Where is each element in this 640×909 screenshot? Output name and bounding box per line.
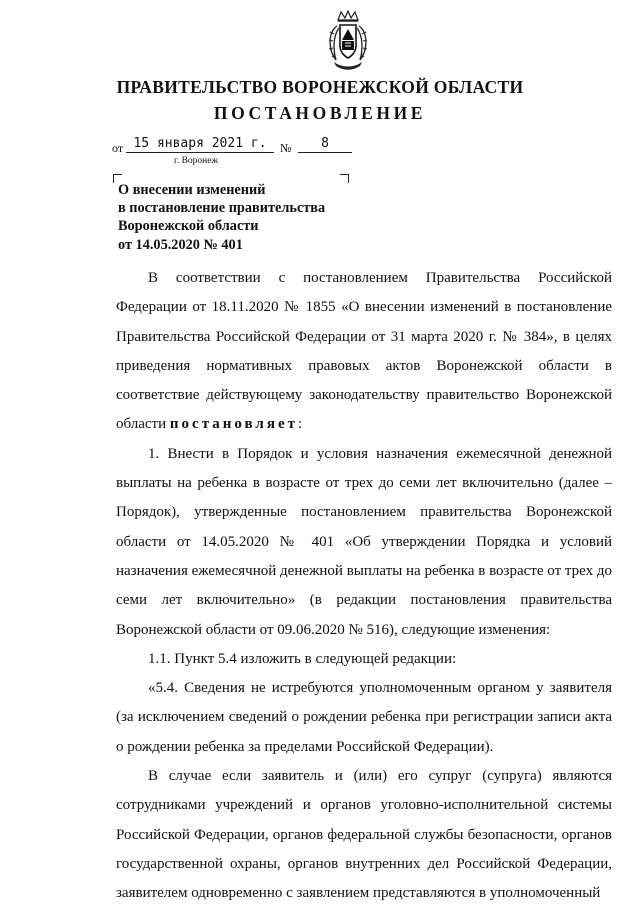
paragraph-1-1: 1.1. Пункт 5.4 изложить в следующей редакции:	[148, 650, 457, 667]
paragraph-5-4: «5.4. Сведения не истребуются уполномоченным органом у заявителя (за исключением сведений о рождении ребенка при регистрации записи акта о рождении ребенка за пределами Российской Федерации).	[116, 680, 612, 755]
paragraph-case: В случае если заявитель и (или) его супруг (супруга) являются сотрудниками учреждений и органов уголовно-исполнительной системы Российской Федерации, органов федеральной службы безопасности, органов государственной охраны, органов внутренних дел Российской Федерации, заявителем одновременно с заявлением представляются в уполномоченный	[116, 768, 612, 902]
resolves-word: постановляет	[169, 416, 298, 433]
document-number: 8	[298, 136, 352, 153]
subject-line: О внесении изменений	[118, 182, 266, 198]
date-prefix: от	[112, 141, 124, 155]
subject-line: Воронежской области	[118, 218, 259, 235]
document-body	[116, 264, 612, 909]
coat-of-arms-icon	[326, 10, 370, 72]
document-date: 15 января 2021 г.	[126, 136, 274, 153]
paragraph-1: 1. Внести в Порядок и условия назначения ежемесячной денежной выплаты на ребенка в возрасте от трех до семи лет включительно (далее – Порядок), утвержденные постановлением правительства Воронежской области от 14.05.2020 № 401 «Об утверждении Порядка и условий назначения ежемесячной денежной выплаты на ребенка в возрасте от трех до семи лет включительно» (в редакции постановления правительства Воронежской области от 09.06.2020 № 516), следующие изменения:	[116, 445, 612, 638]
subject-corner-right	[340, 174, 349, 183]
organization-title: ПРАВИТЕЛЬСТВО ВОРОНЕЖСКОЙ ОБЛАСТИ	[116, 77, 524, 97]
document-subject	[118, 181, 325, 254]
number-sign: №	[280, 141, 292, 155]
preamble-text: В соответствии с постановлением Правительства Российской Федерации от 18.11.2020 № 1855 «О внесении изменений в постановление Правительства Российской Федерации от 31 марта 2020 г. № 384», в целях приведения нормативных правовых актов Воронежской области в соответствие действующему законодательству правительство Воронежской области	[116, 270, 612, 433]
document-type: ПОСТАНОВЛЕНИЕ	[213, 103, 427, 123]
document-city: г. Воронеж	[174, 156, 219, 166]
subject-line: от 14.05.2020 № 401	[118, 236, 243, 253]
preamble-paragraph	[116, 264, 612, 440]
subject-line: в постановление правительства	[118, 200, 326, 217]
preamble-colon: :	[298, 416, 303, 433]
